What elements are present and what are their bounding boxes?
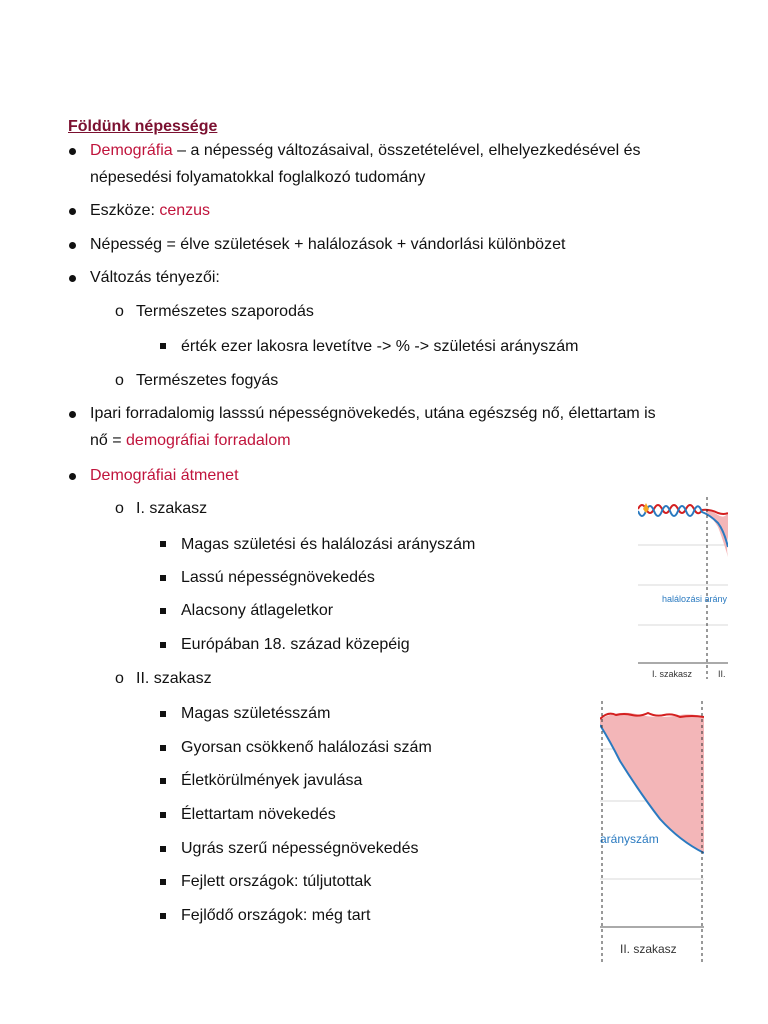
list-item-atmenet: Demográfiai átmenet <box>90 467 239 484</box>
szakasz2-item: Magas születésszám <box>181 705 331 722</box>
bullet-square <box>160 608 166 614</box>
bullet-square <box>160 846 166 852</box>
bullet-o: o <box>115 303 124 320</box>
list-item-eszkoze <box>90 200 210 222</box>
ipari-prefix: nő = <box>90 432 127 449</box>
bullet-dot <box>69 208 76 215</box>
list-item-ipari: Ipari forradalomig lasssú népességnövekedés, utána egészség nő, élettartam is <box>90 405 656 422</box>
demografia-definition-cont: népesedési folyamatokkal foglalkozó tudomány <box>90 169 426 186</box>
list-item-ipari-cont <box>90 430 291 452</box>
szakasz1-item: Alacsony átlageletkor <box>181 602 334 619</box>
szakasz2-item: Ugrás szerű népességnövekedés <box>181 840 419 857</box>
szakasz2-item: Élettartam növekedés <box>181 806 336 823</box>
figure1-label: halálozási arány <box>662 594 728 604</box>
bullet-dot <box>69 411 76 418</box>
szakasz1-item: Lassú népességnövekedés <box>181 569 375 586</box>
bullet-dot <box>69 473 76 480</box>
bullet-o: o <box>115 670 124 687</box>
figure-demographic-transition-stage2 <box>600 701 704 963</box>
bullet-square <box>160 642 166 648</box>
page-title: Földünk népessége <box>68 118 218 135</box>
eszkoze-label: Eszköze: <box>90 202 160 219</box>
bullet-square <box>160 575 166 581</box>
bullet-square <box>160 879 166 885</box>
figure-demographic-transition-stage1 <box>638 497 728 679</box>
bullet-o: o <box>115 372 124 389</box>
list-item-termeszetes-szaporodas: Természetes szaporodás <box>136 303 314 320</box>
demografia-definition: – a népesség változásaival, összetételével, elhelyezkedésével és <box>172 142 641 159</box>
list-item-valtozas: Változás tényezői: <box>90 269 220 286</box>
list-item-termeszetes-fogyas: Természetes fogyás <box>136 372 279 389</box>
figure2-label: arányszám <box>600 832 659 846</box>
figure1-axis-label-2: II. <box>718 669 726 679</box>
bullet-square <box>160 812 166 818</box>
szakasz2-item: Fejlett országok: túljutottak <box>181 873 372 890</box>
bullet-dot <box>69 148 76 155</box>
bullet-o: o <box>115 500 124 517</box>
szakasz2-item: Fejlődő országok: még tart <box>181 907 371 924</box>
figure1-axis-label: I. szakasz <box>652 669 693 679</box>
bullet-square <box>160 343 166 349</box>
bullet-dot <box>69 275 76 282</box>
term-cenzus: cenzus <box>159 202 211 219</box>
bullet-square <box>160 711 166 717</box>
list-item-szakasz1: I. szakasz <box>136 500 208 517</box>
bullet-square <box>160 541 166 547</box>
szakasz1-item: Európában 18. század közepéig <box>181 636 410 653</box>
szakasz2-item: Életkörülmények javulása <box>181 772 363 789</box>
bullet-square <box>160 913 166 919</box>
list-item-demografia <box>90 140 641 162</box>
list-item-nepesseg: Népesség = élve születések + halálozások + vándorlási különbözet <box>90 236 566 253</box>
bullet-dot <box>69 242 76 249</box>
figure2-axis-label: II. szakasz <box>620 942 677 956</box>
szakasz1-item: Magas születési és halálozási arányszám <box>181 536 476 553</box>
term-demografia: Demográfia <box>90 142 173 159</box>
term-demografiai-forradalom: demográfiai forradalom <box>126 432 291 449</box>
list-item-szakasz2: II. szakasz <box>136 670 212 687</box>
list-item-ertek: érték ezer lakosra levetítve -> % -> születési arányszám <box>181 338 579 355</box>
szakasz2-item: Gyorsan csökkenő halálozási szám <box>181 739 432 756</box>
bullet-square <box>160 778 166 784</box>
bullet-square <box>160 745 166 751</box>
